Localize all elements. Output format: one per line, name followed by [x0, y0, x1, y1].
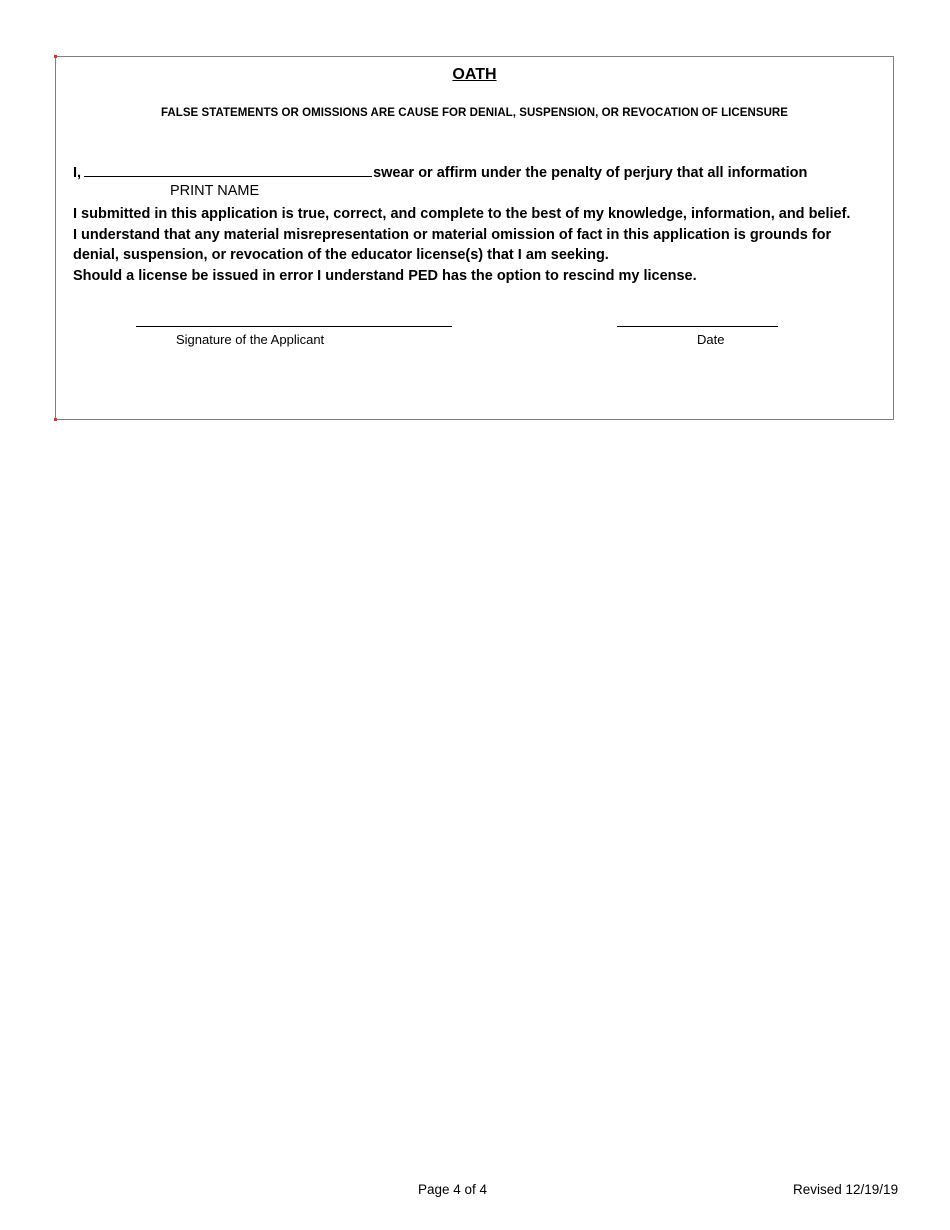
oath-statement-body	[73, 204, 893, 287]
oath-statement-first-line	[73, 162, 807, 181]
corner-mark	[54, 418, 57, 421]
statement-line: I understand that any material misrepresentation or material omission of fact in this application is grounds for	[73, 226, 832, 243]
date-label: Date	[697, 332, 725, 347]
oath-section	[55, 56, 894, 420]
date-field[interactable]	[617, 326, 778, 327]
print-name-field[interactable]	[84, 162, 372, 177]
statement-prefix: I,	[73, 165, 82, 181]
statement-suffix: swear or affirm under the penalty of perjury that all information	[373, 165, 808, 181]
signature-field[interactable]	[136, 326, 452, 327]
page-number: Page 4 of 4	[418, 1182, 488, 1197]
print-name-label: PRINT NAME	[170, 183, 260, 199]
signature-label: Signature of the Applicant	[176, 332, 325, 347]
statement-line: denial, suspension, or revocation of the educator license(s) that I am seeking.	[73, 247, 609, 264]
statement-line: Should a license be issued in error I understand PED has the option to rescind my license.	[73, 268, 697, 285]
revision-date: Revised 12/19/19	[793, 1182, 899, 1197]
statement-line: I submitted in this application is true, correct, and complete to the best of my knowledge, information, and belief.	[73, 206, 851, 222]
corner-mark	[54, 55, 57, 58]
oath-warning: FALSE STATEMENTS OR OMISSIONS ARE CAUSE FOR DENIAL, SUSPENSION, OR REVOCATION OF LICENSURE	[160, 107, 789, 119]
oath-title: OATH	[452, 66, 497, 83]
